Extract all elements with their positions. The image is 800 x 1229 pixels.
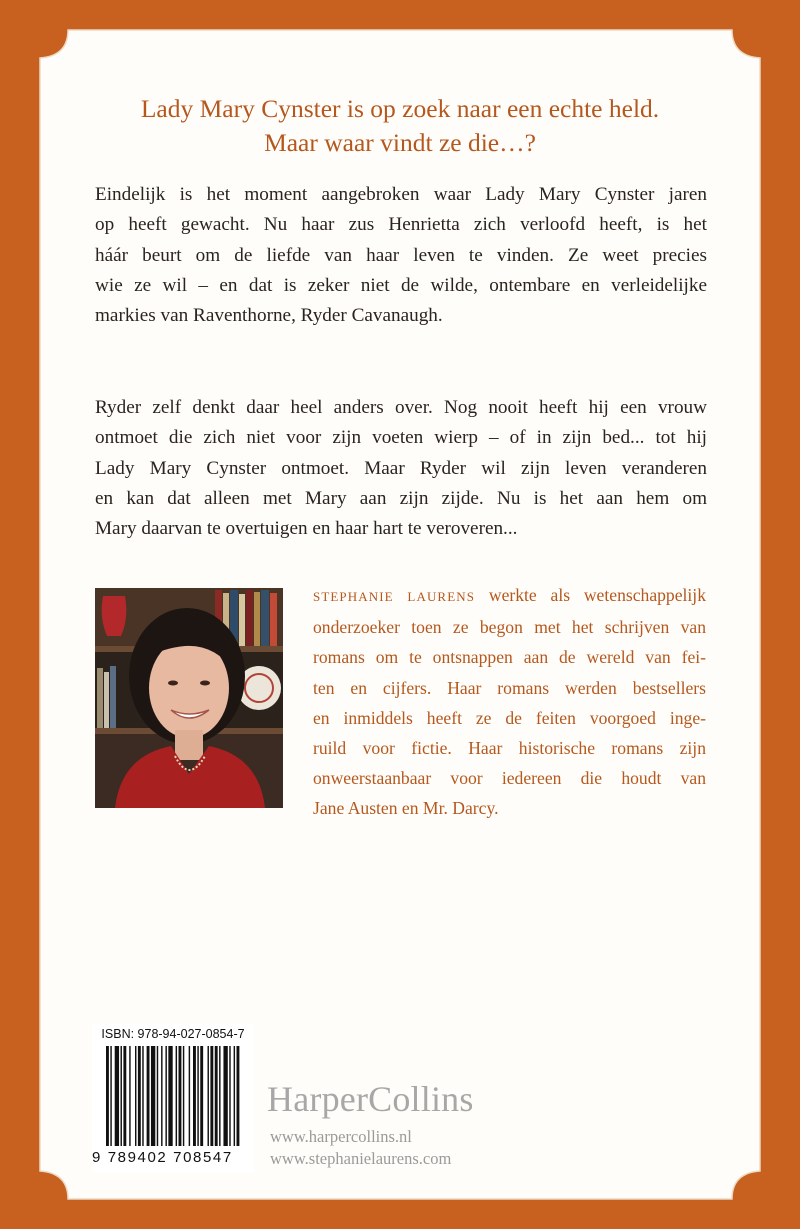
description-paragraph-2 <box>95 393 707 544</box>
paragraph-line: en kan dat alleen met Mary aan zijn zijde. Nu is het aan hem om <box>95 487 707 509</box>
paragraph-line: Lady Mary Cynster ontmoet. Maar Ryder wil zijn leven veranderen <box>95 457 707 479</box>
barcode-stripe <box>197 1046 198 1146</box>
barcode-stripe <box>106 1046 109 1146</box>
barcode-stripe <box>121 1046 122 1146</box>
barcode-digits: 9 789402 708547 <box>92 1149 233 1166</box>
bio-line: onweerstaanbaar voor iedereen die houdt van <box>313 768 706 789</box>
barcode-stripe <box>183 1046 184 1146</box>
paragraph-line: ontmoet die zich niet voor zijn voeten wierp – of in zijn bed... tot hij <box>95 427 707 449</box>
bio-first-line-text: werkte als wetenschappelijk <box>475 585 706 605</box>
bio-line: ruild voor fictie. Haar historische romans zijn <box>313 738 706 759</box>
paragraph-line: Mary daarvan te overtuigen en haar hart te veroveren... <box>95 518 518 540</box>
barcode-stripe <box>129 1046 130 1146</box>
barcode-stripe <box>138 1046 141 1146</box>
barcode-block <box>92 1024 254 1172</box>
barcode-stripe <box>165 1046 166 1146</box>
barcode-stripe <box>176 1046 177 1146</box>
barcode-stripe <box>147 1046 150 1146</box>
barcode-stripe <box>193 1046 196 1146</box>
barcode-stripe <box>208 1046 209 1146</box>
paragraph-line: Eindelijk is het moment aangebroken waar Lady Mary Cynster jaren <box>95 184 707 205</box>
barcode-stripe <box>223 1046 227 1146</box>
author-url: www.stephanielaurens.com <box>270 1149 452 1168</box>
bio-line: onderzoeker toen ze begon met het schrijven van <box>313 617 706 638</box>
barcode-stripe <box>135 1046 136 1146</box>
paragraph-line: Ryder zelf denkt daar heel anders over. Nog nooit heeft hij een vrouw <box>95 397 707 418</box>
barcode-stripe <box>179 1046 182 1146</box>
barcode-stripe <box>237 1046 240 1146</box>
bio-line: ten en cijfers. Haar romans werden bestsellers <box>313 677 706 698</box>
barcode-stripe <box>229 1046 230 1146</box>
barcode-stripe <box>168 1046 172 1146</box>
isbn-label: ISBN: 978-94-027-0854-7 <box>101 1027 245 1041</box>
tagline-line: Lady Mary Cynster is op zoek naar een echte held. <box>140 94 660 123</box>
tagline-line: Maar waar vindt ze die…? <box>264 128 536 157</box>
barcode-stripe <box>219 1046 220 1146</box>
tagline <box>60 92 740 160</box>
paragraph-line: markies van Raventhorne, Ryder Cavanaugh. <box>95 305 443 327</box>
barcode-stripe <box>110 1046 111 1146</box>
bio-first-line <box>313 580 706 612</box>
bio-line: romans om te ontsnappen aan de wereld van fei- <box>313 647 706 668</box>
publisher-logo: HarperCollins <box>267 1079 474 1119</box>
barcode-stripe <box>142 1046 143 1146</box>
description-paragraph-1 <box>95 180 707 331</box>
author-bio <box>313 580 706 824</box>
barcode-stripe <box>189 1046 190 1146</box>
barcode-stripe <box>157 1046 158 1146</box>
paragraph-line: op heeft gewacht. Nu haar zus Henrietta zich verloofd heeft, is het <box>95 214 707 236</box>
barcode-stripe <box>151 1046 155 1146</box>
barcode-stripe <box>200 1046 203 1146</box>
publisher-url: www.harpercollins.nl <box>270 1127 412 1146</box>
author-photo <box>95 588 283 808</box>
bio-line: en inmiddels heeft ze de feiten voorgoed inge- <box>313 707 706 728</box>
barcode-stripe <box>115 1046 119 1146</box>
barcode-stripe <box>161 1046 162 1146</box>
barcode-stripe <box>215 1046 218 1146</box>
paragraph-line: háár beurt om de liefde van haar leven te vinden. Ze weet precies <box>95 244 707 266</box>
paragraph-line: wie ze wil – en dat is zeker niet de wilde, ontembare en verleidelijke <box>95 274 707 296</box>
barcode-stripe <box>210 1046 213 1146</box>
bio-line: Jane Austen en Mr. Darcy. <box>313 798 499 819</box>
author-name: STEPHANIE LAURENS <box>313 589 476 604</box>
barcode-stripe <box>234 1046 235 1146</box>
barcode-stripe <box>123 1046 126 1146</box>
